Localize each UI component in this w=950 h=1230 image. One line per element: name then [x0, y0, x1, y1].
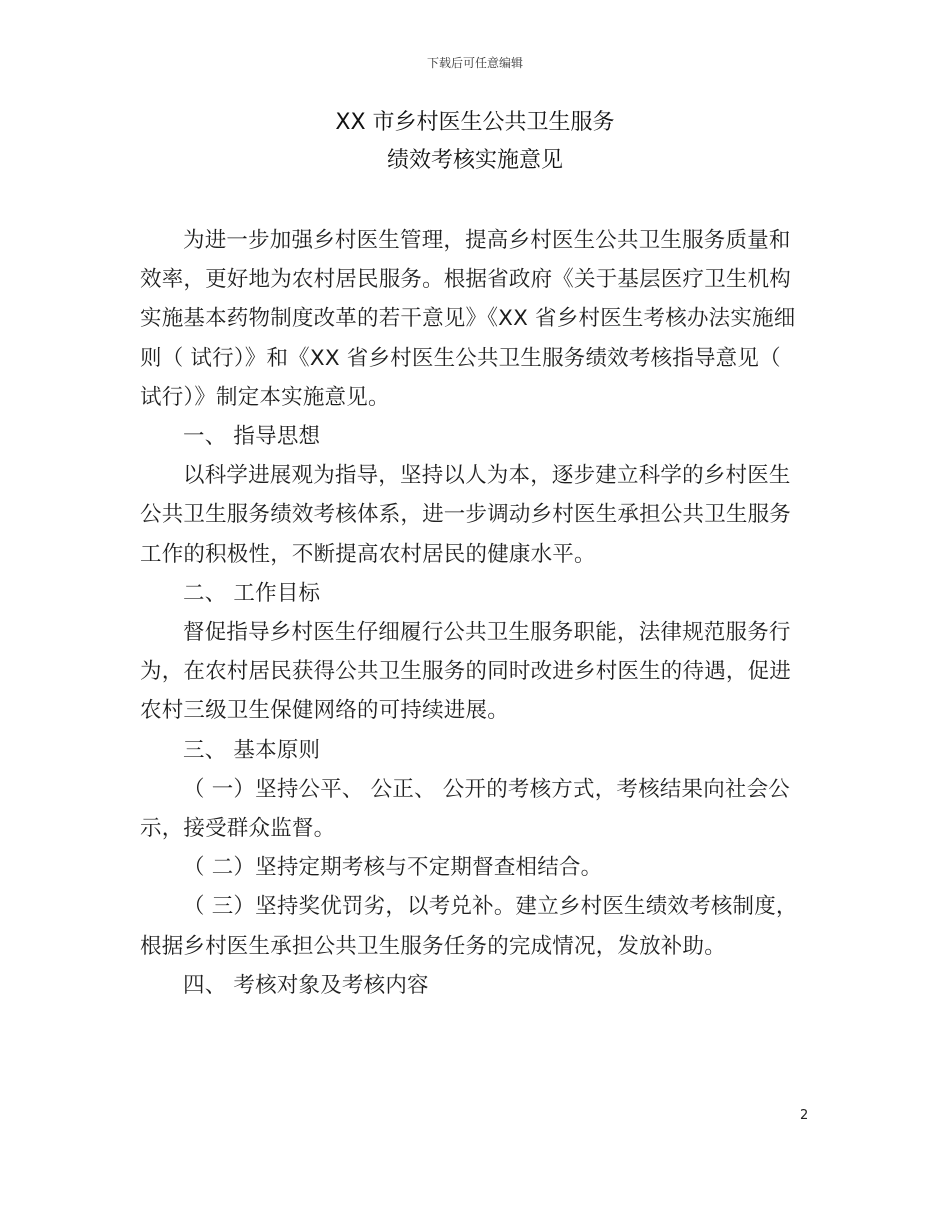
principle-item-3: （ 三）坚持奖优罚劣，以考兑补。建立乡村医生绩效考核制度，根据乡村医生承担公共卫生服务任务的完成情况，发放补助。 [140, 894, 798, 959]
title-line-1: XX 市乡村医生公共卫生服务 [335, 110, 615, 135]
section-paragraph-work-goals: 督促指导乡村医生仔细履行公共卫生服务职能，法律规范服务行为，在农村居民获得公共卫生服务的同时改进乡村医生的待遇，促进农村三级卫生保健网络的可持续进展。 [140, 620, 792, 724]
header-note: 下载后可任意编辑 [426, 56, 523, 70]
principle-item-1: （ 一）坚持公平、 公正、 公开的考核方式，考核结果向社会公示，接受群众监督。 [140, 776, 791, 842]
page-number: 2 [800, 1108, 809, 1123]
section-heading-basic-principles: 三、 基本原则 [183, 737, 321, 763]
section-heading-assessment-targets: 四、 考核对象及考核内容 [183, 972, 429, 998]
section-paragraph-guiding-thought: 以科学进展观为指导，坚持以人为本，逐步建立科学的乡村医生公共卫生服务绩效考核体系，进一步调动乡村医生承担公共卫生服务工作的积极性，不断提高农村居民的健康水平。 [140, 463, 792, 567]
document-body [140, 221, 802, 1005]
document-title [0, 104, 950, 180]
section-heading-guiding-thought: 一、 指导思想 [183, 424, 321, 450]
principle-item-2: （ 二）坚持定期考核与不定期督查相结合。 [183, 855, 603, 881]
title-line-2: 绩效考核实施意见 [386, 148, 563, 173]
intro-paragraph: 为进一步加强乡村医生管理，提高乡村医生公共卫生服务质量和效率，更好地为农村居民服务。根据省政府《关于基层医疗卫生机构实施基本药物制度改革的若干意见》《XX 省乡村医生考核办法实施细则（ 试行）》和《XX 省乡村医生公共卫生服务绩效考核指导意见（ 试行）》制定本实施意见。 [140, 228, 796, 410]
section-heading-work-goals: 二、 工作目标 [183, 580, 321, 606]
